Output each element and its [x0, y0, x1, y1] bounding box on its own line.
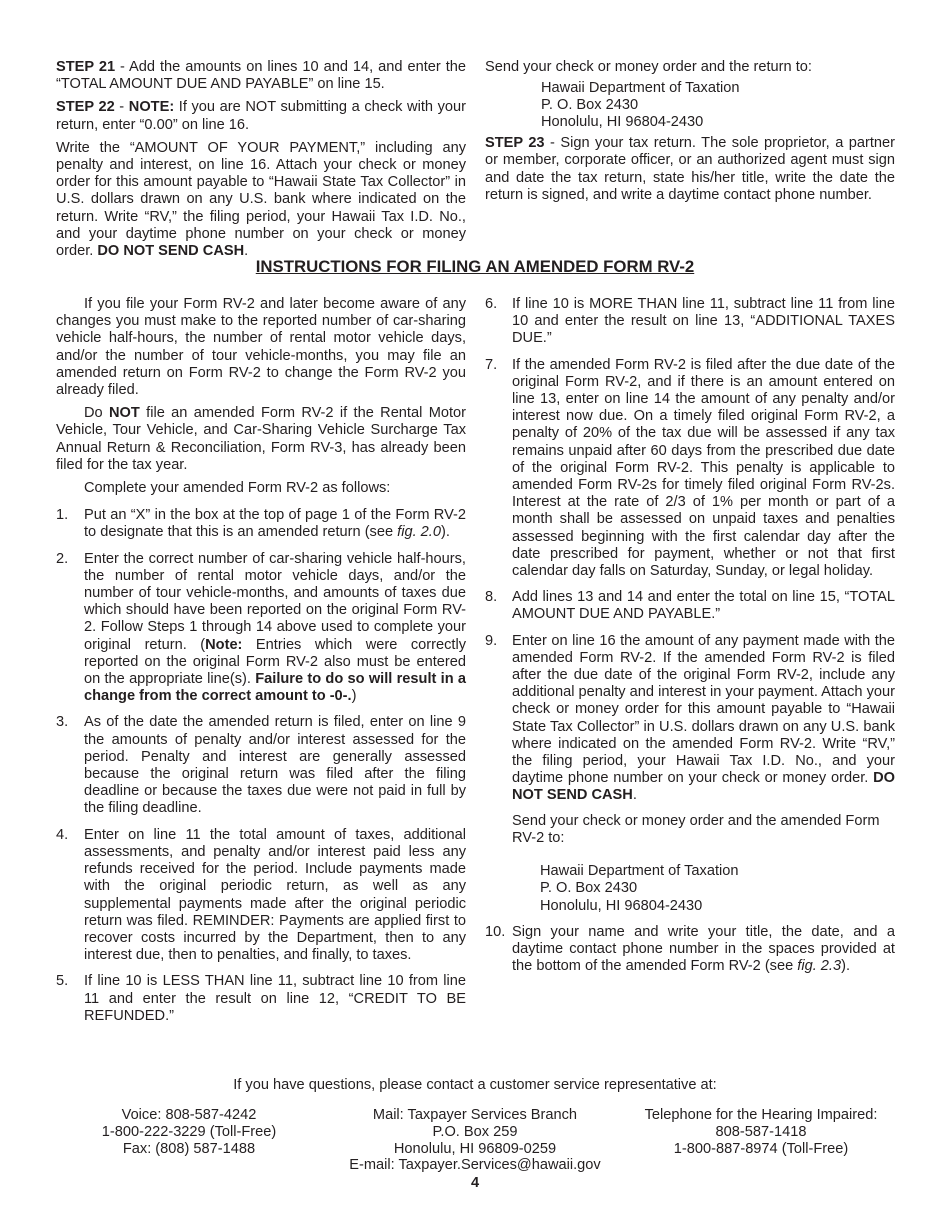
top-right-column — [485, 59, 895, 210]
amended-instructions-right — [485, 296, 895, 984]
list-item: 7. If the amended Form RV-2 is filed after the due date of the original Form RV-2, and if there is an amount entered on line 13, enter on line 14 the amount of any penalty and/or interest now due. On a timely filed original Form RV-2, a penalty of 20% of the tax due will be assessed if any tax remains unpaid after 60 days from the prescribed due date of the original Form RV-2. This penalty is applicable to amended Form RV-2s for timely filed original Form RV-2s. Interest at the rate of 2/3 of 1% per month or part of a month shall be assessed on unpaid taxes and penalties assessed beginning with the first calendar day after the date prescribed for payment, whether or not that first calendar day falls on Saturday, Sunday, or legal holiday. — [485, 356, 895, 580]
complete-intro: Complete your amended Form RV-2 as follows: — [84, 480, 391, 497]
step-23: STEP 23 - Sign your tax return. The sole proprietor, a partner or member, corporate officer, or an authorized agent must sign and date the tax return, state his/her title, write the date the return is signed, and write a daytime contact phone number. — [485, 135, 896, 203]
list-item: 2. Enter the correct number of car-sharing vehicle half-hours, the number of rental motor vehicle days, and/or the number of tour vehicle-months, and amounts of taxes due which should have been reported on the original Form RV-2. Follow Steps 1 through 14 above used to complete your original return. (Note: Entries which were correctly reported on the original Form RV-2 also must be entered on the appropriate line(s). Failure to do so will result in a change from the correct amount to -0-.) — [56, 550, 466, 705]
list-item: 3. As of the date the amended return is filed, enter on line 9 the amounts of penalty and/or interest assessed for the period. Penalty and interest are generally assessed because the original return was filed after the filing deadline or because the taxes due were not paid in full by the filing deadline. — [56, 714, 466, 817]
list-item: 8. Add lines 13 and 14 and enter the total on line 15, “TOTAL AMOUNT DUE AND PAYABLE.” — [485, 589, 895, 623]
section-title: INSTRUCTIONS FOR FILING AN AMENDED FORM RV-2 — [255, 257, 695, 276]
list-item: 9. Enter on line 16 the amount of any payment made with the amended Form RV-2. If the amended Form RV-2 is filed after the due date of the original Form RV-2, include any additional penalty and interest in your payment. Attach your check or money order for this amount payable to “Hawaii State Tax Collector” in U.S. dollars drawn on any U.S. bank where indicated on the amended Form RV-2. Write “RV,” the filing period, your Hawaii Tax I.D. No., and your daytime phone number on your check or money order. DO NOT SEND CASH. Send your check or money order and the amended Form RV-2 to: Hawaii Department of Taxation P. O. Box 2430 Honolulu, HI 96804-2430 — [485, 632, 895, 914]
page-number: 4 — [470, 1175, 480, 1191]
contact-heading: If you have questions, please contact a customer service representative at: — [233, 1077, 717, 1093]
instruction-list-right — [485, 296, 895, 975]
amended-send-instructions: Send your check or money order and the amended Form RV-2 to: — [512, 812, 880, 846]
payment-instructions: Write the “AMOUNT OF YOUR PAYMENT,” including any penalty and interest, on line 16. Attach your check or money order for this amount payable to “Hawaii State Tax Collector” in U.S. dollars drawn on any U.S. bank where indicated on the return. Write “RV,” the filing period, your Hawaii Tax I.D. No., and your daytime phone number on your check or money order. DO NOT SEND CASH. — [56, 139, 466, 260]
list-item: 1. Put an “X” in the box at the top of page 1 of the Form RV-2 to designate that this is an amended return (see fig. 2.0). — [56, 507, 466, 541]
form-rv3-note: Do NOT file an amended Form RV-2 if the Rental Motor Vehicle, Tour Vehicle, and Car-Sharing Vehicle Surcharge Tax Annual Return & Reconciliation, Form RV-3, has already been filed for the tax year. — [56, 405, 466, 473]
email-address: E-mail: Taxpayer.Services@hawaii.gov — [349, 1157, 601, 1174]
instruction-list-left — [56, 507, 466, 1025]
list-item: 5. If line 10 is LESS THAN line 11, subtract line 10 from line 11 and enter the result on line 12, “CREDIT TO BE REFUNDED.” — [56, 973, 466, 1024]
top-left-column — [56, 59, 466, 266]
mailing-address: Hawaii Department of Taxation P. O. Box 2430 Honolulu, HI 96804-2430 — [541, 80, 740, 131]
list-item: 4. Enter on line 11 the total amount of taxes, additional assessments, and penalty and/or interest paid less any refunds received for the period. Include payments made with the original periodic return, as well as any supplemental payments made after the original periodic return was filed. REMINDER: Payments are applied first to recover costs incurred by the Department, then to any interest due, then to penalties, and finally, to taxes. — [56, 826, 466, 964]
contact-mail: Mail: Taxpayer Services Branch P.O. Box 259 Honolulu, HI 96809-0259 E-mail: Taxpayer.Services@hawaii.gov — [330, 1107, 620, 1174]
amended-instructions-left — [56, 296, 466, 1034]
amended-mailing-address: Hawaii Department of Taxation P. O. Box 2430 Honolulu, HI 96804-2430 — [540, 863, 739, 914]
list-item: 10. Sign your name and write your title, the date, and a daytime contact phone number in the spaces provided at the bottom of the amended Form RV-2 (see fig. 2.3). — [485, 923, 895, 975]
send-instructions: Send your check or money order and the return to: — [485, 59, 812, 75]
step-22: STEP 22 - NOTE: If you are NOT submitting a check with your return, enter “0.00” on line 16. — [56, 99, 467, 133]
intro-paragraph: If you file your Form RV-2 and later become aware of any changes you must make to the reported number of car-sharing vehicle half-hours, the number of rental motor vehicle days, and/or the number of tour vehicle-months, you may file an amended return on Form RV-2 to change the Form RV-2 you already filed. — [56, 296, 466, 399]
list-item: 6. If line 10 is MORE THAN line 11, subtract line 11 from line 10 and enter the result on line 13, “ADDITIONAL TAXES DUE.” — [485, 296, 895, 347]
contact-hearing-impaired: Telephone for the Hearing Impaired: 808-587-1418 1-800-887-8974 (Toll-Free) — [644, 1107, 878, 1157]
contact-phone: Voice: 808-587-4242 1-800-222-3229 (Toll-Free) Fax: (808) 587-1488 — [101, 1107, 277, 1157]
step-21: STEP 21 - Add the amounts on lines 10 and 14, and enter the “TOTAL AMOUNT DUE AND PAYABLE” on line 15. — [56, 59, 467, 93]
